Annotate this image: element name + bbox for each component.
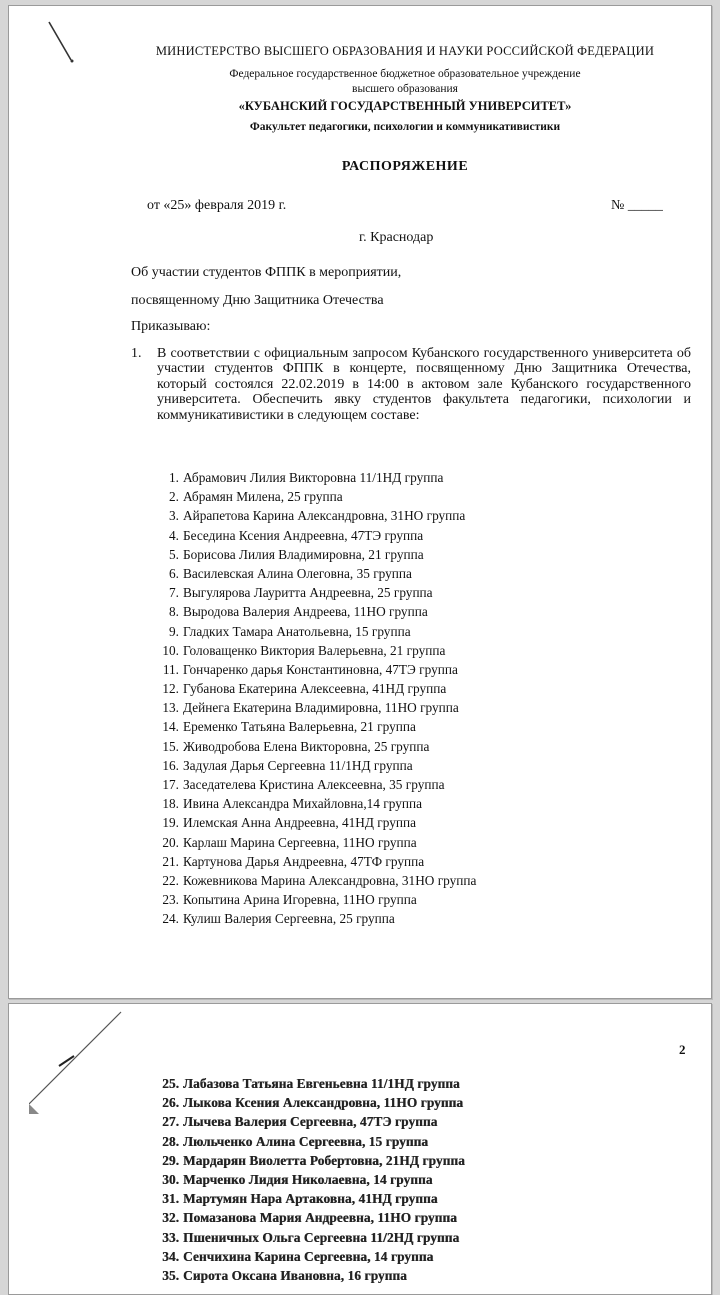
document-number: № _____ (611, 198, 663, 213)
list-item-text: Губанова Екатерина Алексеевна, 41НД группа (183, 681, 447, 697)
list-item (149, 602, 476, 621)
list-item-text: Картунова Дарья Андреевна, 47ТФ группа (183, 853, 425, 869)
list-item-text: Лабазова Татьяна Евгеньевна 11/1НД группа (183, 1076, 460, 1091)
list-item-text: Заседателева Кристина Алексеевна, 35 группа (183, 777, 445, 792)
list-item-text: Ивина Александра Михайловна,14 группа (183, 796, 422, 812)
list-item (139, 1093, 465, 1112)
list-item-number: 23. (162, 892, 179, 908)
list-item (149, 737, 476, 756)
list-item-text: Айрапетова Карина Александровна, 31НО группа (183, 508, 466, 524)
list-item-text: Гладких Тамара Анатольевна, 15 группа (183, 623, 411, 639)
list-item-text: Абрамян Милена, 25 группа (183, 489, 343, 505)
faculty-name: Факультет педагогики, психологии и коммуникативистики (249, 121, 561, 133)
list-item-number: 8. (169, 604, 179, 620)
list-item-text: Илемская Анна Андреевна, 41НД группа (183, 815, 417, 831)
list-item (149, 487, 476, 506)
list-item-text: Борисова Лилия Владимировна, 21 группа (183, 546, 424, 562)
student-list-page-2 (139, 1074, 465, 1285)
list-item (149, 679, 476, 698)
list-item-number: 31. (162, 1191, 179, 1207)
list-item (149, 833, 476, 852)
list-item (139, 1170, 465, 1189)
ministry-name: МИНИСТЕРСТВО ВЫСШЕГО ОБРАЗОВАНИЯ И НАУКИ РОССИЙСКОЙ ФЕДЕРАЦИИ (155, 44, 655, 58)
list-item-text: Мардарян Виолетта Робертовна, 21НД группа (183, 1152, 465, 1168)
list-item (139, 1208, 465, 1227)
list-item-number: 13. (162, 700, 179, 716)
subject-line-1: Об участии студентов ФППК в мероприятии, (131, 265, 402, 280)
institution-line-1: Федеральное государственное бюджетное образовательное учреждение (229, 68, 581, 80)
list-item-number: 12. (162, 681, 179, 697)
list-item-text: Выродова Валерия Андреева, 11НО группа (183, 604, 428, 620)
student-list-page-1 (149, 468, 476, 929)
list-item-number: 24. (162, 911, 179, 927)
list-item (149, 526, 476, 545)
list-item-text: Василевская Алина Олеговна, 35 группа (183, 565, 412, 581)
list-item-number: 21. (162, 853, 179, 869)
folded-corner-icon (29, 1004, 139, 1114)
list-item-text: Кулиш Валерия Сергеевна, 25 группа (183, 911, 395, 927)
list-item-text: Еременко Татьяна Валерьевна, 21 группа (183, 719, 416, 735)
paragraph-number: 1. (131, 346, 142, 361)
list-item-text: Люльченко Алина Сергеевна, 15 группа (183, 1133, 429, 1149)
list-item-text: Кожевникова Марина Александровна, 31НО группа (183, 872, 477, 888)
list-item (149, 622, 476, 641)
list-item-number: 4. (169, 527, 179, 543)
list-item-text: Помазанова Мария Андреевна, 11НО группа (183, 1210, 457, 1226)
list-item-number: 3. (169, 508, 179, 524)
list-item-number: 18. (162, 796, 179, 812)
list-item-text: Лычева Валерия Сергеевна, 47ТЭ группа (183, 1114, 438, 1130)
list-item-number: 30. (162, 1171, 179, 1187)
list-item (139, 1074, 465, 1093)
list-item (149, 775, 476, 794)
list-item-number: 26. (162, 1095, 179, 1111)
list-item (149, 641, 476, 660)
list-item-text: Головащенко Виктория Валерьевна, 21 группа (183, 642, 446, 658)
list-item (149, 564, 476, 583)
list-item (139, 1247, 465, 1266)
list-item-text: Лыкова Ксения Александровна, 11НО группа (183, 1095, 464, 1111)
list-item-number: 15. (162, 738, 179, 754)
list-item (139, 1132, 465, 1151)
list-item (139, 1266, 465, 1285)
list-item-number: 5. (169, 546, 179, 562)
list-item-number: 28. (162, 1133, 179, 1149)
subject-line-2: посвященному Дню Защитника Отечества (131, 293, 384, 308)
list-item-number: 22. (162, 872, 179, 888)
document-city: г. Краснодар (359, 230, 434, 245)
list-item-number: 29. (162, 1152, 179, 1168)
list-item (149, 545, 476, 564)
list-item (139, 1151, 465, 1170)
list-item (149, 468, 476, 487)
list-item (149, 852, 476, 871)
list-item (149, 698, 476, 717)
document-page-1 (8, 5, 712, 999)
list-item-text: Марченко Лидия Николаевна, 14 группа (183, 1171, 433, 1187)
list-item-number: 14. (162, 719, 179, 735)
list-item-number: 10. (162, 642, 179, 658)
institution-line-2: высшего образования (352, 83, 458, 95)
list-item-number: 35. (162, 1267, 179, 1283)
document-date: от «25» февраля 2019 г. (147, 198, 287, 213)
list-item-text: Дейнега Екатерина Владимировна, 11НО группа (183, 700, 459, 716)
list-item (149, 871, 476, 890)
list-item-number: 2. (169, 489, 179, 505)
list-item-number: 27. (162, 1114, 179, 1130)
list-item (149, 717, 476, 736)
list-item (149, 660, 476, 679)
list-item-number: 6. (169, 565, 179, 581)
list-item (149, 506, 476, 525)
list-item-number: 25. (162, 1076, 179, 1091)
page-number: 2 (679, 1042, 686, 1057)
list-item-number: 9. (169, 623, 179, 639)
list-item (139, 1112, 465, 1131)
list-item (149, 890, 476, 909)
paragraph-text: В соответствии с официальным запросом Кубанского государственного университета об участии студентов ФППК в концерте, посвященному Дню Защитника Отечества, который состоялся 22.02.2019 в 14:00 в актовом зале Кубанского государственного университета. Обеспечить явку студентов факультета педагогики, психологии и коммуникативистики в следующем составе: (157, 346, 691, 423)
list-item-number: 11. (162, 661, 179, 677)
list-item-text: Гончаренко дарья Константиновна, 47ТЭ группа (183, 661, 458, 677)
list-item-number: 1. (169, 470, 179, 485)
list-item-text: Сенчихина Карина Сергеевна, 14 группа (183, 1248, 434, 1264)
list-item-number: 34. (162, 1248, 179, 1264)
list-item (149, 756, 476, 775)
list-item-number: 16. (162, 757, 179, 773)
order-word: Приказываю: (131, 319, 211, 334)
list-item-number: 7. (169, 585, 179, 601)
list-item-text: Мартумян Нара Артаковна, 41НД группа (183, 1191, 438, 1207)
document-page-2 (8, 1003, 712, 1295)
list-item (149, 909, 476, 928)
list-item-text: Беседина Ксения Андреевна, 47ТЭ группа (183, 527, 424, 543)
list-item (149, 794, 476, 813)
order-paragraph (131, 346, 691, 423)
list-item-number: 33. (162, 1229, 179, 1245)
list-item-text: Карлаш Марина Сергеевна, 11НО группа (183, 834, 417, 850)
list-item-text: Абрамович Лилия Викторовна 11/1НД группа (183, 470, 444, 485)
list-item-text: Выгулярова Лауритта Андреевна, 25 группа (183, 585, 433, 601)
list-item-text: Копытина Арина Игоревна, 11НО группа (183, 892, 417, 908)
list-item-number: 19. (162, 815, 179, 831)
list-item (149, 813, 476, 832)
document-title: РАСПОРЯЖЕНИЕ (341, 159, 469, 174)
list-item (139, 1228, 465, 1247)
list-item-text: Сирота Оксана Ивановна, 16 группа (183, 1267, 407, 1283)
list-item-number: 20. (162, 834, 179, 850)
university-name: «КУБАНСКИЙ ГОСУДАРСТВЕННЫЙ УНИВЕРСИТЕТ» (238, 99, 572, 113)
list-item-number: 32. (162, 1210, 179, 1226)
list-item-number: 17. (162, 777, 179, 792)
list-item-text: Живодробова Елена Викторовна, 25 группа (183, 738, 430, 754)
list-item (149, 583, 476, 602)
list-item-text: Пшеничных Ольга Сергеевна 11/2НД группа (183, 1229, 460, 1245)
list-item-text: Задулая Дарья Сергеевна 11/1НД группа (183, 757, 413, 773)
list-item (139, 1189, 465, 1208)
